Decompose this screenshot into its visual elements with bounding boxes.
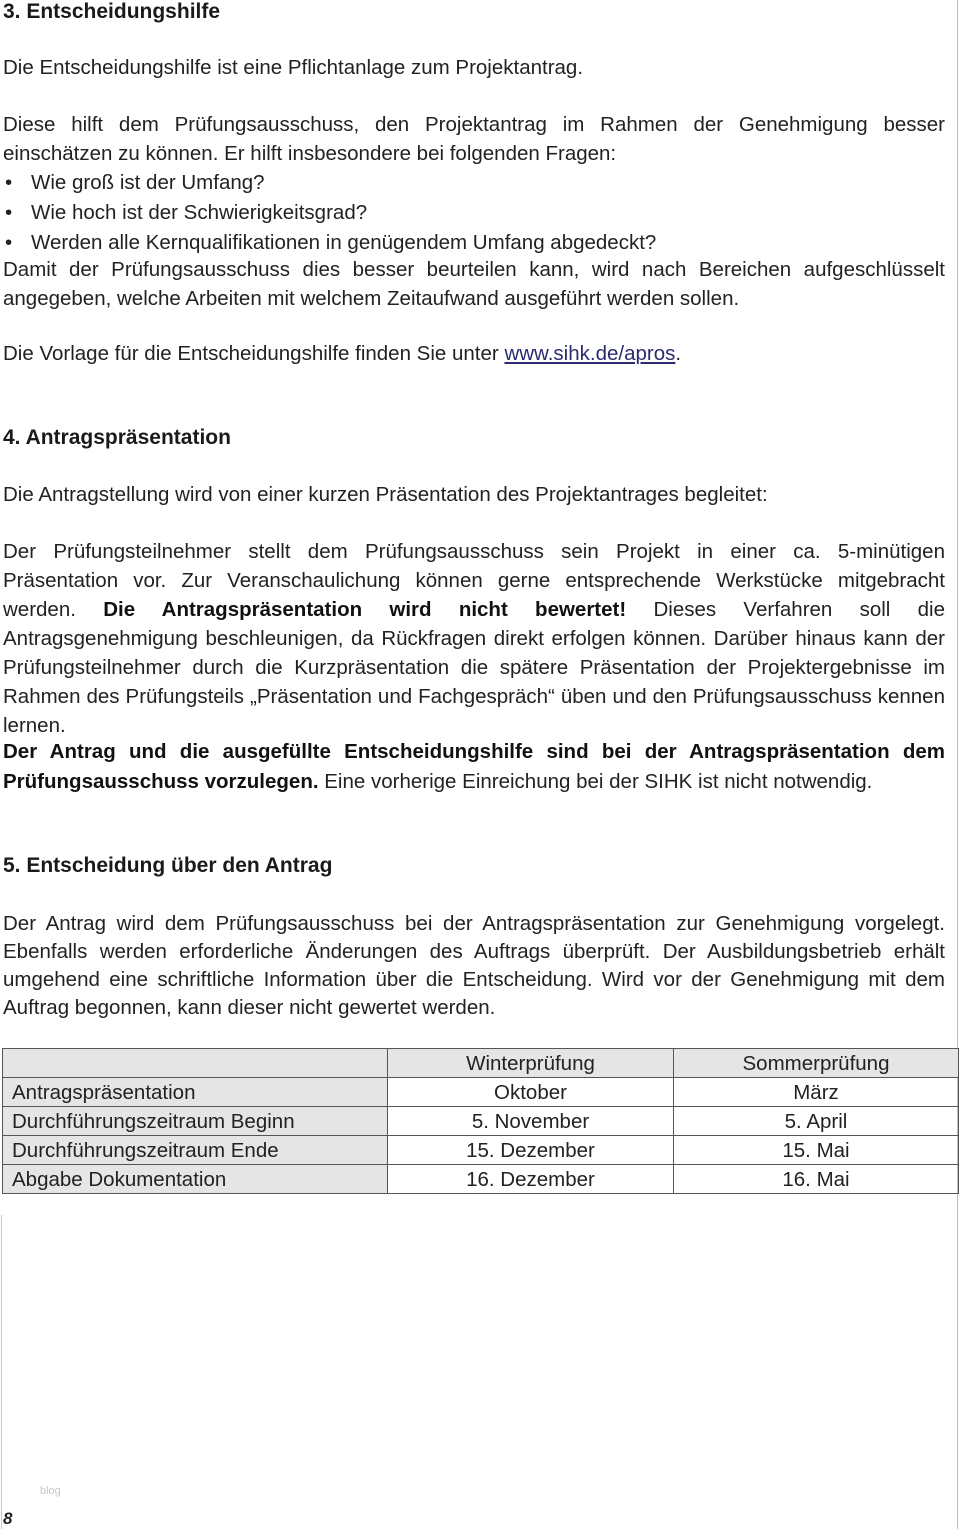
page-edge (957, 0, 958, 1529)
table-row (3, 1165, 959, 1194)
section-5-heading: 5. Entscheidung über den Antrag (3, 854, 333, 877)
table-cell: 15. Dezember (388, 1136, 674, 1165)
table-row (3, 1136, 959, 1165)
section-3-intro: Die Entscheidungshilfe ist eine Pflichtanlage zum Projektantrag. (3, 56, 584, 79)
list-item: • Wie hoch ist der Schwierigkeitsgrad? (3, 198, 656, 228)
watermark: blog (40, 1485, 61, 1497)
section-4-paragraph: Der Prüfungsteilnehmer stellt dem Prüfungsausschuss sein Projekt in einer ca. 5-minütigen Präsentation vor. Zur Veranschaulichung können gerne entsprechende Werkstücke mitgebracht werden. Die Antragspräsentation wird nicht bewertet! Dieses Verfahren soll die Antragsgenehmigung beschleunigen, da Rückfragen direkt erfolgen können. Darüber hinaus kann der Prüfungsteilnehmer durch die Kurzpräsentation die spätere Präsentation der Projektergebnisse im Rahmen des Prüfungsteils „Präsentation und Fachgespräch“ üben und den Prüfungsausschuss kennen lernen. (3, 540, 945, 737)
page-edge-left (1, 1215, 2, 1529)
section-3-paragraph: Diese hilft dem Prüfungsausschuss, den Projektantrag im Rahmen der Genehmigung besser einschätzen zu können. Er hilft insbesondere bei folgenden Fragen: (3, 113, 945, 165)
page-number: 8 (3, 1509, 13, 1528)
table-header-cell: Winterprüfung (388, 1049, 674, 1078)
table-row-label: Abgabe Dokumentation (3, 1165, 388, 1194)
table-row (3, 1078, 959, 1107)
section-5-paragraph: Der Antrag wird dem Prüfungsausschuss bei der Antragspräsentation zur Genehmigung vorgelegt. Ebenfalls werden erforderliche Änderungen des Auftrags überprüft. Der Ausbildungsbetrieb erhält umgehend eine schriftliche Information über die Entscheidung. Wird vor der Genehmigung mit dem Auftrag begonnen, kann dieser nicht gewertet werden. (3, 912, 945, 1019)
list-item: • Wie groß ist der Umfang? (3, 168, 656, 198)
table-row-label: Antragspräsentation (3, 1078, 388, 1107)
section-3-heading: 3. Entscheidungshilfe (3, 0, 221, 23)
submission-note: Der Antrag und die ausgefüllte Entscheidungshilfe sind bei der Antragspräsentation dem Prüfungsausschuss vorzulegen. Eine vorherige Einreichung bei der SIHK ist nicht notwendig. (3, 740, 945, 793)
table-cell: 15. Mai (674, 1136, 959, 1165)
table-cell: 16. Dezember (388, 1165, 674, 1194)
bullet-icon: • (5, 201, 13, 224)
section-3-details: Damit der Prüfungsausschuss dies besser beurteilen kann, wird nach Bereichen aufgeschlüsselt angegeben, welche Arbeiten mit welchem Zeitaufwand ausgeführt werden sollen. (3, 258, 945, 310)
table-header-row (3, 1049, 959, 1078)
bullet-icon: • (5, 171, 13, 194)
table-row-label: Durchführungszeitraum Beginn (3, 1107, 388, 1136)
section-4-heading: 4. Antragspräsentation (3, 426, 231, 449)
question-list (3, 168, 656, 258)
table-header-cell: Sommerprüfung (674, 1049, 959, 1078)
table-cell: 5. November (388, 1107, 674, 1136)
list-item: • Werden alle Kernqualifikationen in genügendem Umfang abgedeckt? (3, 228, 656, 258)
section-4-intro: Die Antragstellung wird von einer kurzen Präsentation des Projektantrages begleitet: (3, 483, 768, 506)
template-link[interactable]: www.sihk.de/apros (504, 342, 676, 365)
table-header-cell (3, 1049, 388, 1078)
template-reference: Die Vorlage für die Entscheidungshilfe finden Sie unter www.sihk.de/apros. (3, 342, 682, 365)
table-row (3, 1107, 959, 1136)
not-graded-note: Die Antragspräsentation wird nicht bewertet! (103, 598, 627, 621)
table-cell: Oktober (388, 1078, 674, 1107)
table-cell: 16. Mai (674, 1165, 959, 1194)
table-cell: März (674, 1078, 959, 1107)
table-cell: 5. April (674, 1107, 959, 1136)
table-row-label: Durchführungszeitraum Ende (3, 1136, 388, 1165)
schedule-table (2, 1048, 959, 1194)
bullet-icon: • (5, 231, 13, 254)
